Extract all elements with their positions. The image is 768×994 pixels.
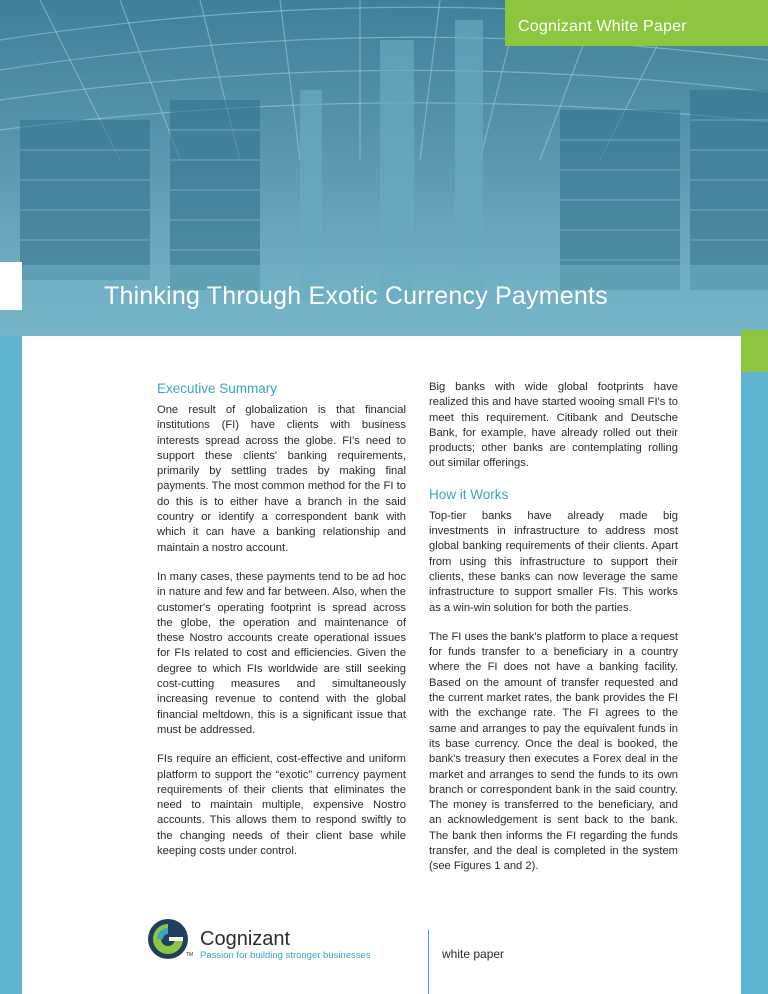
brand-tagline: Passion for building stronger businesses bbox=[200, 950, 371, 961]
right-side-bar bbox=[741, 336, 768, 994]
section-heading-how-it-works: How it Works bbox=[429, 486, 509, 502]
paragraph: The FI uses the bank's platform to place a request for funds transfer to a beneficiary in a country where the FI does not have a banking facility. Based on the amount of transfer requested and the current market rates, the bank provides the FI with the exchange rate. The FI agrees to the same and arranges to pay the equivalent funds in its base currency. Once the deal is booked, the bank's treasury then executes a Forex deal in the market and arranges to send the funds to its own branch or correspondent bank in the said country. The money is transferred to the beneficiary, and an acknowledgement is sent back to the bank. The bank then informs the FI regarding the funds transfer, and the deal is completed in the system (see Figures 1 and 2). bbox=[429, 630, 678, 873]
footer-divider bbox=[428, 930, 429, 994]
cognizant-logo-icon bbox=[147, 918, 189, 960]
paragraph: Big banks with wide global footprints have realized this and have started wooing small FI's to meet this requirement. Citibank and Deutsche Bank, for example, have already rolled out their products; other banks are contemplating rolling out similar offerings. bbox=[429, 381, 678, 470]
paragraph: Top-tier banks have already made big investments in infrastructure to address most global banking requirements of their clients. Apart from using this infrastructure to support their clients, these banks can now leverage the same infrastructure to support smaller FIs. This works as a win-win solution for both the parties. bbox=[429, 509, 678, 614]
brand-name: Cognizant bbox=[200, 928, 291, 950]
footer-label: white paper bbox=[442, 947, 505, 961]
paragraph: One result of globalization is that financial institutions (FI) have clients with business interests spread across the globe. FI's need to support these clients' banking requirements, primarily by settling trades by making final payments. The most common method for the FI to do this is to either have a branch in the said country or identify a correspondent bank with which it can have a banking relationship and maintain a nostro account. bbox=[157, 404, 406, 554]
banner-label: Cognizant White Paper bbox=[518, 18, 687, 35]
left-column bbox=[157, 380, 406, 873]
left-white-tab bbox=[0, 262, 22, 310]
right-column bbox=[429, 380, 678, 889]
section-heading-executive-summary: Executive Summary bbox=[157, 381, 278, 396]
paragraph: FIs require an efficient, cost-effective and uniform platform to support the “exotic” currency payment requirements of their clients that eliminates the need to maintain multiple, expensive Nostro accounts. This allows them to respond swiftly to the changing needs of their client base while keeping costs under control. bbox=[157, 753, 406, 858]
white-paper-banner bbox=[505, 0, 768, 46]
right-green-tab bbox=[741, 330, 768, 372]
paragraph: In many cases, these payments tend to be ad hoc in nature and few and far between. Also, when the customer's operating footprint is spread across the globe, the operation and maintenance of these Nostro accounts create operational issues for FIs related to cost and efficiencies. Given the degree to which FIs worldwide are still seeking cost-cutting measures and simultaneously increasing revenue to contend with the global financial meltdown, this is a significant issue that must be addressed. bbox=[157, 570, 406, 736]
page-title: Thinking Through Exotic Currency Payments bbox=[104, 282, 608, 310]
trademark-mark: TM bbox=[186, 952, 194, 958]
left-side-bar bbox=[0, 336, 22, 994]
